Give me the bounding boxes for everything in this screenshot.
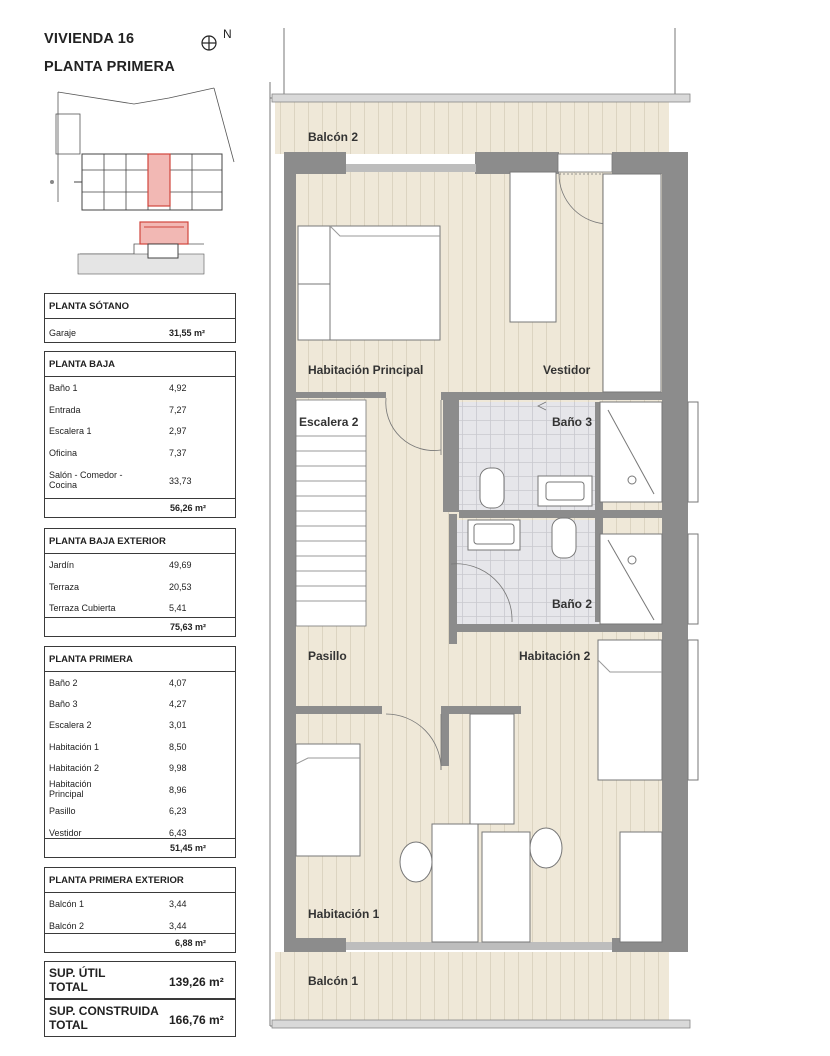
total-value: 75,63 m² [169,622,206,632]
row-value: 3,44 [169,921,187,931]
site-row [50,154,222,210]
room-label-balcon-2: Balcón 2 [308,130,359,144]
floor-plan [264,24,830,1034]
table-planta-primera [44,646,236,858]
row-value: 3,01 [169,720,187,730]
room-label-pasillo: Pasillo [308,649,347,663]
room-label-bano-3: Baño 3 [552,415,593,429]
total-util-label: SUP. ÚTIL TOTAL [49,966,106,994]
table-title: PLANTA PRIMERA EXTERIOR [45,868,235,893]
row-value: 20,53 [169,582,192,592]
row-value: 4,27 [169,699,187,709]
row-name: Salón - Comedor - Cocina [49,470,123,490]
total-value: 51,45 m² [169,843,206,853]
row-name: Baño 3 [49,699,78,709]
table-total [45,933,235,953]
section-sketch [78,222,204,274]
table-planta-baja [44,351,236,518]
staircase [296,400,366,626]
table-row [45,319,235,341]
row-name: Balcón 2 [49,921,85,931]
toilet [480,468,504,508]
row-name: Entrada [49,405,81,415]
row-value: 49,69 [169,560,192,570]
room-label-bano-2: Baño 2 [552,597,593,611]
table-total [45,617,235,637]
table-planta-primera-exterior [44,867,236,953]
total-util [44,961,236,999]
room-label-habitacion-2: Habitación 2 [519,649,591,663]
room-label-escalera-2: Escalera 2 [299,415,359,429]
total-util-value: 139,26 m² [169,975,224,989]
total-value: 6,88 m² [174,938,206,948]
chair-icon [400,842,432,882]
room-label-balcon-1: Balcón 1 [308,974,359,988]
row-name: Terraza [49,582,80,592]
total-construida-label: SUP. CONSTRUIDA TOTAL [49,1004,159,1032]
room-label-habitacion-principal: Habitación Principal [308,363,424,377]
key-plan [44,82,244,282]
row-value: 7,37 [169,448,187,458]
master-bed [298,226,440,340]
bedroom-1-bed [296,744,360,856]
north-label: N [223,27,232,41]
row-name: Garaje [49,328,77,338]
row-value: 33,73 [169,476,192,486]
row-value: 4,07 [169,678,187,688]
unit-highlight [148,154,170,206]
row-name: Habitación Principal [49,779,92,799]
table-total [45,498,235,518]
row-value: 7,27 [169,405,187,415]
table-title: PLANTA BAJA EXTERIOR [45,529,235,554]
total-construida [44,999,236,1037]
row-name: Jardín [49,560,75,570]
toilet [552,518,576,558]
bedroom-2-bed [598,640,662,780]
row-value: 3,44 [169,899,187,909]
table-planta-baja-exterior [44,528,236,637]
row-name: Escalera 2 [49,720,92,730]
table-title: PLANTA BAJA [45,352,235,377]
row-value: 4,92 [169,383,187,393]
unit-title: VIVIENDA 16 [44,31,135,47]
row-name: Habitación 1 [49,742,100,752]
row-name: Terraza Cubierta [49,603,116,613]
table-title: PLANTA PRIMERA [45,647,235,672]
row-name: Pasillo [49,806,76,816]
row-name: Baño 2 [49,678,78,688]
row-value: 9,98 [169,763,187,773]
table-total [45,838,235,858]
row-value: 8,96 [169,785,187,795]
room-label-vestidor: Vestidor [543,363,591,377]
row-name: Vestidor [49,828,82,838]
total-construida-value: 166,76 m² [169,1013,224,1027]
floor-title: PLANTA PRIMERA [44,59,175,75]
north-arrow-icon [199,26,239,52]
row-value: 31,55 m² [169,328,206,338]
row-name: Balcón 1 [49,899,85,909]
row-value: 8,50 [169,742,187,752]
total-value: 56,26 m² [169,503,206,513]
room-label-habitacion-1: Habitación 1 [308,907,380,921]
chair-icon [530,828,562,868]
row-value: 2,97 [169,426,187,436]
row-name: Baño 1 [49,383,78,393]
row-value: 6,43 [169,828,187,838]
balcony-2-floor [275,102,669,154]
row-name: Habitación 2 [49,763,100,773]
row-name: Escalera 1 [49,426,92,436]
row-value: 5,41 [169,603,187,613]
table-title: PLANTA SÓTANO [45,294,235,319]
row-name: Oficina [49,448,78,458]
table-planta-sotano [44,293,236,343]
row-value: 6,23 [169,806,187,816]
